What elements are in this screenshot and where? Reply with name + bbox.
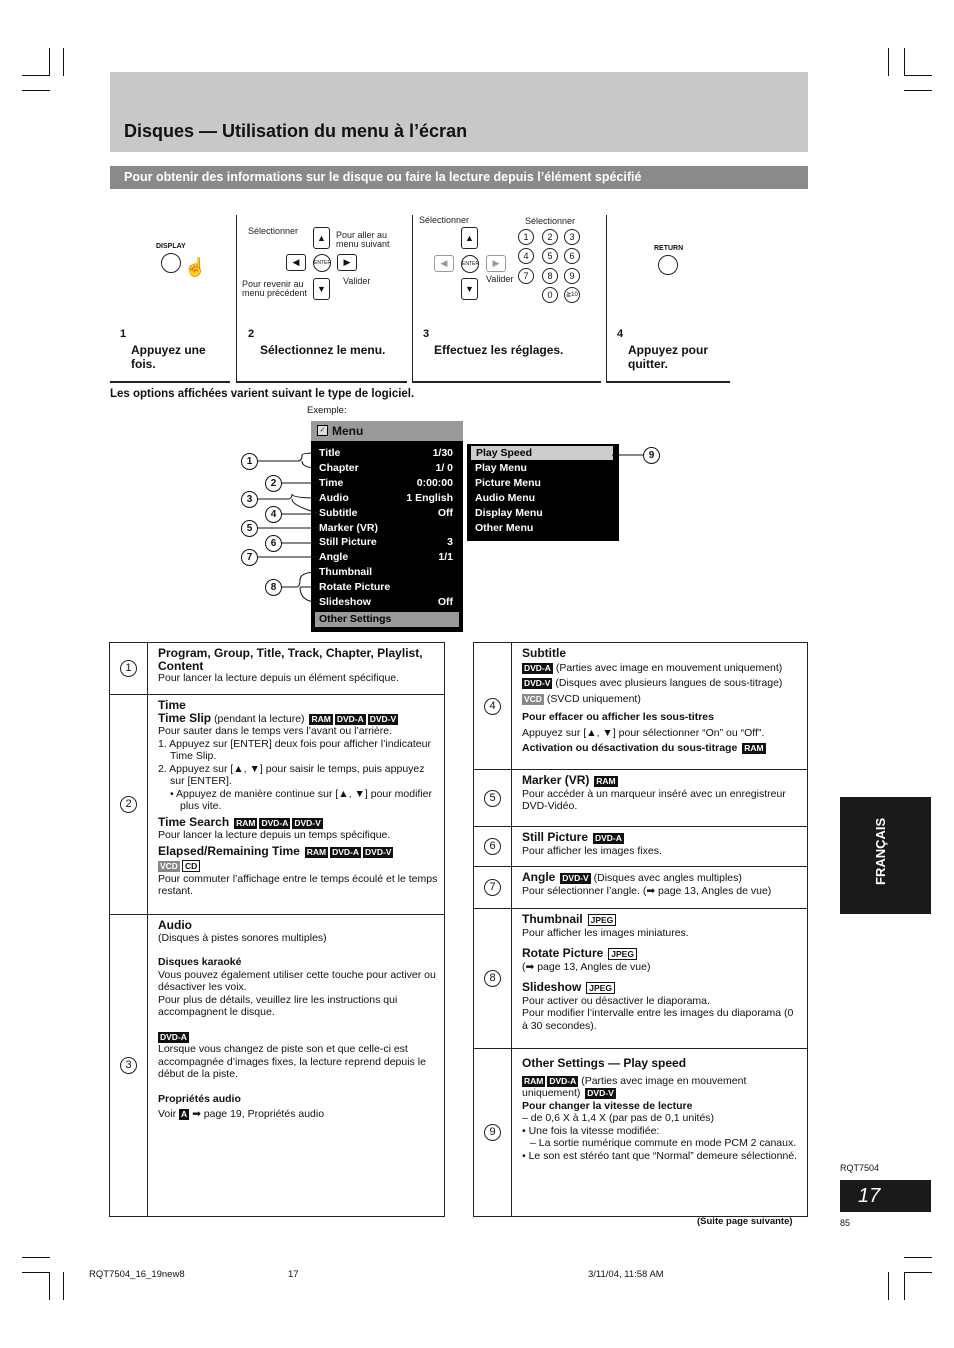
left-button[interactable]: ◀	[286, 254, 306, 271]
badge-dvdv: DVD-V	[369, 713, 397, 724]
badge-dvda: DVD-A	[332, 846, 360, 857]
row-text: Pour sélectionner l’angle. (➡ page 13, Angles de vue)	[522, 884, 772, 897]
time-slip-heading: Time Slip	[158, 710, 212, 725]
rotate-heading: Rotate Picture	[522, 946, 604, 960]
menu-row-marker[interactable]: Marker (VR)	[319, 522, 378, 534]
page-reference-link[interactable]: ➡ page 19, Propriétés audio	[192, 1108, 325, 1120]
crop-mark	[904, 1272, 905, 1300]
row-heading: Time	[158, 698, 186, 712]
key-1[interactable]: 1	[518, 229, 534, 245]
row-text: • Le son est stéréo tant que “Normal” demeure sélectionné.	[522, 1149, 798, 1162]
label-select-numbers: Sélectionner	[525, 216, 576, 226]
step-divider	[606, 215, 607, 383]
sub-page-number: 85	[840, 1218, 851, 1228]
crop-mark	[888, 48, 889, 76]
step-divider	[412, 215, 413, 383]
crop-mark	[22, 75, 50, 76]
key-10-plus[interactable]: ≧10	[564, 287, 580, 303]
row-text: Pour commuter l’affichage entre le temps écoulé et le temps restant.	[158, 872, 438, 897]
row-text: 1. Appuyez sur [ENTER] deux fois pour afficher l’indicateur Time Slip.	[158, 737, 431, 762]
up-button[interactable]: ▲	[313, 227, 330, 249]
badge-ram: RAM	[236, 817, 256, 828]
badge-ram: RAM	[311, 713, 331, 724]
hand-icon: ☝	[184, 257, 207, 277]
badge-ram: RAM	[744, 743, 764, 753]
left-table	[109, 642, 445, 1217]
crop-mark	[63, 48, 64, 76]
enter-button[interactable]: ENTER	[461, 255, 479, 273]
row-text: – de 0,6 X à 1,4 X (par pas de 0,1 unités)	[522, 1112, 715, 1124]
page-reference-link[interactable]: (➡ page 13, Angles de vue)	[522, 960, 651, 973]
left-button[interactable]: ◀	[434, 255, 454, 272]
badge-vcd: VCD	[524, 693, 542, 704]
step-number: 4	[617, 328, 624, 340]
label-validate: Valider	[486, 274, 514, 284]
step-divider	[413, 381, 601, 383]
row-note: (Disques à pistes sonores multiples)	[158, 931, 327, 944]
row-text: Appuyez sur [▲, ▼] pour sélectionner “On” ou “Off”.	[522, 726, 765, 739]
menu-row-title[interactable]: Title 1/30	[319, 447, 453, 459]
menu-header	[311, 421, 463, 441]
row-text: Pour lancer la lecture depuis un temps spécifique.	[158, 829, 391, 841]
row-text: Lorsque vous changez de piste son et que celle-ci est accompagnée d’images fixes, la lecture reprend depuis le début de la piste.	[158, 1043, 426, 1080]
crop-mark	[22, 1272, 50, 1273]
up-button[interactable]: ▲	[461, 227, 478, 249]
key-6[interactable]: 6	[564, 248, 580, 264]
step-text: Sélectionnez le menu.	[260, 343, 386, 357]
badge-dvdv: DVD-V	[365, 846, 392, 857]
row-text: • Une fois la vitesse modifiée:	[522, 1124, 660, 1137]
row-text: Pour afficher les images miniatures.	[522, 926, 689, 939]
callout-4: 4	[265, 506, 282, 523]
menu-row-time[interactable]: Time 0:00:00	[319, 477, 453, 489]
table-row	[474, 827, 808, 867]
footer-file: RQT7504_16_19new8	[89, 1269, 185, 1280]
time-slip-note: (pendant la lecture)	[214, 712, 305, 725]
row-text: – La sortie numérique commute en mode PCM 2 canaux.	[530, 1137, 797, 1149]
table-row	[474, 909, 808, 1049]
menu-row-angle[interactable]: Angle 1/1	[319, 551, 453, 563]
table-row	[474, 643, 808, 770]
step-number: 2	[248, 328, 255, 340]
step-text: Appuyez pour quitter.	[628, 343, 708, 371]
crop-mark	[22, 1257, 50, 1258]
slideshow-heading: Slideshow	[522, 980, 582, 994]
crop-mark	[904, 48, 905, 76]
callout-9: 9	[643, 447, 660, 464]
key-7[interactable]: 7	[518, 268, 534, 284]
key-5[interactable]: 5	[542, 248, 558, 264]
badge-ram: RAM	[524, 1075, 544, 1086]
time-search-heading: Time Search	[158, 814, 230, 829]
row-number: 6	[484, 838, 501, 855]
label-select: Sélectionner	[248, 226, 299, 236]
badge-dvdv: DVD-V	[294, 817, 321, 828]
display-label: DISPLAY	[156, 243, 186, 250]
badge-dvda: DVD-A	[594, 833, 622, 843]
callout-8: 8	[265, 579, 282, 596]
menu-icon: ✓	[317, 425, 328, 436]
row-number: 5	[484, 790, 501, 807]
right-button[interactable]: ▶	[337, 254, 357, 271]
crop-mark	[888, 1272, 889, 1300]
badge-dvda: DVD-A	[261, 817, 289, 828]
row-number: 4	[484, 698, 501, 715]
row-text: 2. Appuyez sur [▲, ▼] pour saisir le temps, puis appuyez sur [ENTER].	[158, 762, 425, 787]
language-tab	[840, 797, 931, 914]
footer-date: 3/11/04, 11:58 AM	[588, 1269, 664, 1280]
right-table	[473, 642, 808, 1217]
page-number: 17	[840, 1180, 931, 1212]
menu-row-audio[interactable]: Audio 1 English	[319, 492, 453, 504]
footer-page: 17	[288, 1269, 299, 1280]
table-row	[110, 695, 445, 915]
badge-dvda: DVD-A	[549, 1075, 577, 1086]
row-text: • Appuyez de manière continue sur [▲, ▼] pour modifier plus vite.	[170, 787, 433, 812]
submenu-item[interactable]: Picture Menu	[475, 477, 541, 489]
label-prev-menu: Pour revenir au menu précédent	[242, 279, 308, 298]
callout-3: 3	[241, 491, 258, 508]
down-button[interactable]: ▼	[461, 278, 478, 300]
step-text: Appuyez une fois.	[131, 343, 206, 371]
row-text: Pour plus de détails, veuillez lire les instructions qui accompagnent le disque.	[158, 993, 398, 1018]
subheading: Activation ou désactivation du sous-titrage	[522, 742, 738, 754]
crop-mark	[904, 75, 932, 76]
badge-dvdv: DVD-V	[562, 873, 589, 883]
example-label: Exemple:	[307, 405, 347, 416]
row-text: Pour sauter dans le temps vers l’avant ou l’arrière.	[158, 725, 393, 737]
row-number: 2	[120, 796, 137, 813]
row-note: (Disques avec angles multiples)	[593, 872, 742, 884]
step-divider	[110, 381, 230, 383]
row-heading: Other Settings — Play speed	[522, 1056, 687, 1070]
row-text: Vous pouvez également utiliser cette touche pour activer ou désactiver les voix.	[158, 968, 436, 993]
table-row	[474, 1049, 808, 1217]
row-heading: Subtitle	[522, 646, 566, 660]
table-row	[474, 867, 808, 909]
step-number: 3	[423, 328, 430, 340]
submenu-item[interactable]: Audio Menu	[475, 492, 536, 504]
menu-row-still-picture[interactable]: Still Picture 3	[319, 536, 453, 548]
language-label: FRANÇAIS	[873, 817, 888, 885]
row-text: Voir	[158, 1108, 177, 1120]
badge-jpeg: JPEG	[586, 982, 615, 994]
badge-dvdv: DVD-V	[587, 1088, 614, 1098]
key-2[interactable]: 2	[542, 229, 558, 245]
crop-mark	[49, 1272, 50, 1300]
menu-row-chapter[interactable]: Chapter 1/ 0	[319, 462, 453, 474]
display-button[interactable]	[161, 253, 181, 273]
row-heading: Program, Group, Title, Track, Chapter, Playlist, Content	[158, 646, 423, 673]
row-note: (Parties avec image en mouvement uniquement)	[522, 1074, 747, 1099]
page-title: Disques — Utilisation du menu à l’écran	[124, 121, 468, 141]
badge-jpeg: JPEG	[608, 948, 637, 960]
callout-6: 6	[265, 535, 282, 552]
submenu-item[interactable]: Display Menu	[475, 507, 543, 519]
row-number: 8	[484, 970, 501, 987]
table-row	[110, 915, 445, 1217]
badge-a: A	[181, 1109, 188, 1119]
callout-5: 5	[241, 520, 258, 537]
return-button[interactable]	[658, 255, 678, 275]
crop-mark	[63, 1272, 64, 1300]
label-next-menu: Pour aller au menu suivant	[336, 230, 390, 249]
crop-mark	[49, 48, 50, 76]
step-number: 1	[120, 328, 127, 340]
row-text: Pour lancer la lecture depuis un élément spécifique.	[158, 672, 400, 684]
menu-row-subtitle[interactable]: Subtitle Off	[319, 507, 453, 519]
options-note: Les options affichées varient suivant le type de logiciel.	[110, 388, 415, 400]
badge-cd: CD	[182, 860, 200, 872]
continued-note: (Suite page suivante)	[697, 1216, 793, 1227]
menu-row-rotate[interactable]: Rotate Picture	[319, 581, 391, 593]
row-number: 7	[484, 879, 501, 896]
key-9[interactable]: 9	[564, 268, 580, 284]
key-4[interactable]: 4	[518, 248, 534, 264]
enter-button[interactable]: ENTER	[313, 254, 331, 272]
key-8[interactable]: 8	[542, 268, 558, 284]
crop-mark	[904, 1272, 932, 1273]
badge-dvdv: DVD-V	[524, 678, 551, 688]
menu-row-thumbnail[interactable]: Thumbnail	[319, 566, 373, 578]
crop-mark	[904, 1257, 932, 1258]
label-select: Sélectionner	[419, 215, 470, 225]
karaoke-heading: Disques karaoké	[158, 956, 242, 968]
callout-2: 2	[265, 475, 282, 492]
elapsed-heading: Elapsed/Remaining Time	[158, 843, 300, 858]
badge-ram: RAM	[596, 776, 616, 786]
row-number: 9	[484, 1124, 501, 1141]
menu-row-slideshow[interactable]: Slideshow Off	[319, 596, 453, 608]
menu-title: Menu	[332, 424, 364, 438]
callout-1: 1	[241, 453, 258, 470]
table-row	[110, 643, 445, 695]
key-3[interactable]: 3	[564, 229, 580, 245]
menu-row-other-settings[interactable]: Other Settings	[315, 612, 459, 627]
row-number: 1	[120, 660, 137, 677]
label-validate: Valider	[343, 276, 371, 286]
table-row	[474, 770, 808, 827]
row-number: 3	[120, 1057, 137, 1074]
badge-dvda: DVD-A	[524, 662, 551, 673]
submenu-item[interactable]: Other Menu	[475, 522, 534, 534]
doc-code: RQT7504	[840, 1163, 880, 1173]
row-note: (SVCD uniquement)	[546, 692, 641, 705]
thumbnail-heading: Thumbnail	[522, 912, 583, 926]
down-button[interactable]: ▼	[313, 278, 330, 300]
step-text: Effectuez les réglages.	[434, 343, 564, 357]
row-heading: Angle	[522, 870, 556, 884]
step-divider	[607, 381, 730, 383]
badge-ram: RAM	[306, 846, 327, 857]
row-text: Pour modifier l’intervalle entre les images du diaporama (0 à 30 secondes).	[522, 1007, 794, 1032]
submenu-item[interactable]: Play Menu	[475, 462, 527, 474]
step-divider	[236, 215, 237, 383]
badge-dvda: DVD-A	[336, 713, 364, 724]
row-text: Pour accéder à un marqueur inséré avec un enregistreur DVD-Vidéo.	[522, 787, 786, 812]
row-heading: Marker (VR)	[522, 773, 590, 787]
row-heading: Audio	[158, 918, 192, 932]
submenu-item-play-speed[interactable]: Play Speed	[471, 446, 613, 460]
audio-properties-heading: Propriétés audio	[158, 1092, 241, 1105]
badge-jpeg: JPEG	[588, 914, 617, 926]
callout-7: 7	[241, 549, 258, 566]
return-label: RETURN	[654, 245, 684, 252]
badge-dvda: DVD-A	[160, 1031, 187, 1042]
right-button[interactable]: ▶	[486, 255, 506, 272]
callout-lines	[240, 440, 670, 610]
row-text: Pour afficher les images fixes.	[522, 844, 662, 857]
subheading: Pour changer la vitesse de lecture	[522, 1099, 693, 1112]
crop-mark	[904, 90, 932, 91]
badge-vcd: VCD	[160, 861, 178, 871]
key-0[interactable]: 0	[542, 287, 558, 303]
row-heading: Still Picture	[522, 830, 589, 844]
section-title: Pour obtenir des informations sur le disque ou faire la lecture depuis l’élément spécifié	[124, 170, 642, 184]
subheading: Pour effacer ou afficher les sous-titres	[522, 711, 714, 723]
crop-mark	[22, 90, 50, 91]
row-note: (Disques avec plusieurs langues de sous-titrage)	[555, 677, 783, 689]
step-divider	[237, 381, 407, 383]
row-note: (Parties avec image en mouvement uniquement)	[555, 661, 783, 674]
row-text: Pour activer ou désactiver le diaporama.	[522, 994, 710, 1007]
